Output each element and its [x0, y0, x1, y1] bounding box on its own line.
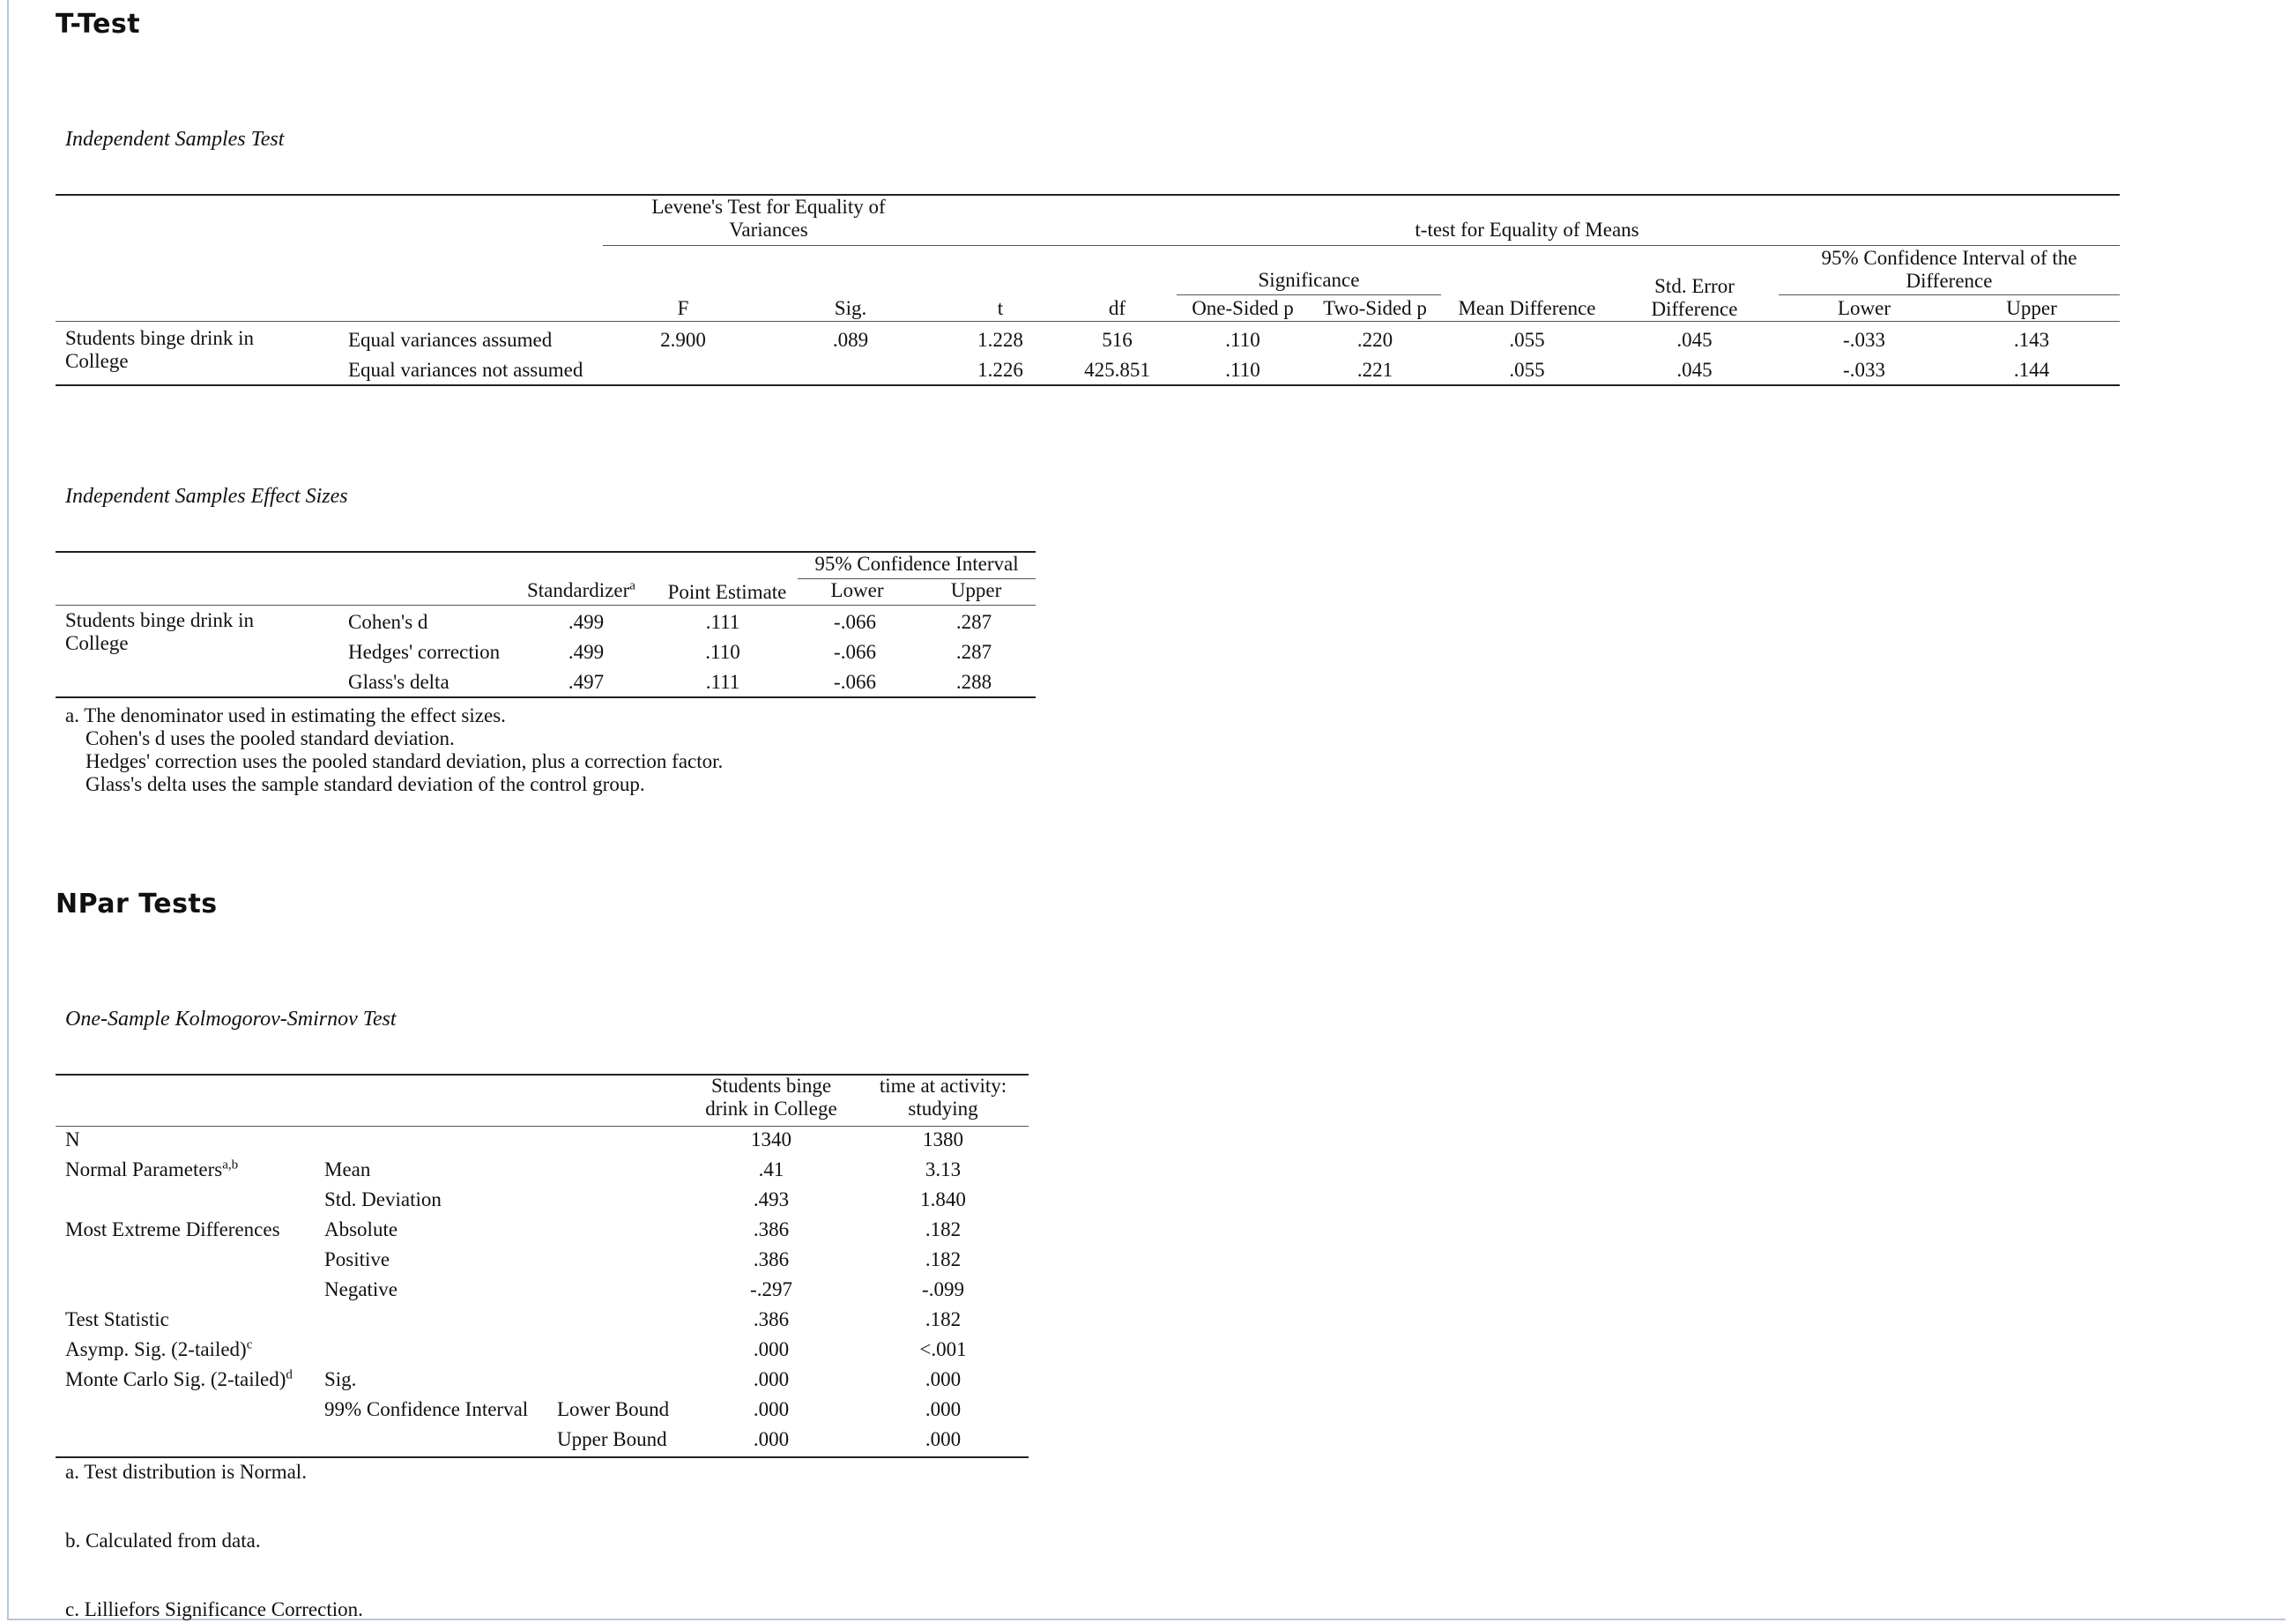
effect-sizes-caption: Independent Samples Effect Sizes	[65, 485, 348, 508]
col-one-sided: One-Sided p	[1192, 297, 1294, 319]
ks-footnote: c. Lilliefors Significance Correction.	[65, 1598, 363, 1620]
col-df: df	[1108, 297, 1126, 319]
es-footnote: a. The denominator used in estimating the effect sizes.	[65, 704, 506, 726]
ks-footnote: b. Calculated from data.	[65, 1530, 261, 1552]
col-upper: Upper	[2006, 297, 2057, 319]
col-f: F	[677, 297, 689, 319]
tt-variable-label: Students binge drink in College	[65, 327, 255, 372]
col-es-upper: Upper	[950, 579, 1002, 601]
col-es-lower: Lower	[830, 579, 884, 601]
significance-header: Significance	[1258, 269, 1360, 291]
levene-header: Levene's Test for Equality of Variances	[651, 196, 886, 241]
es-footnote: Cohen's d uses the pooled standard deviation.	[85, 727, 455, 749]
col-students-binge: Students binge drink in College	[705, 1075, 837, 1120]
col-point-estimate: Point Estimate	[667, 581, 787, 603]
es-footnote: Glass's delta uses the sample standard deviation of the control group.	[85, 773, 645, 795]
col-lower: Lower	[1837, 297, 1891, 319]
col-two-sided: Two-Sided p	[1323, 297, 1427, 319]
ks-footnote: a. Test distribution is Normal.	[65, 1461, 307, 1483]
ci-header: 95% Confidence Interval of the Difference	[1821, 247, 2077, 292]
ks-test-caption: One-Sample Kolmogorov-Smirnov Test	[65, 1008, 397, 1031]
col-time-studying: time at activity: studying	[879, 1075, 1007, 1120]
col-std-error: Std. Error Difference	[1651, 275, 1738, 320]
col-sig: Sig.	[834, 297, 867, 319]
es-variable-label: Students binge drink in College	[65, 609, 255, 654]
npar-tests-heading: NPar Tests	[56, 889, 218, 919]
es-ci-header: 95% Confidence Interval	[814, 553, 1019, 575]
col-t: t	[997, 297, 1004, 319]
t-test-heading: T-Test	[56, 9, 141, 40]
col-standardizer: Standardizer$^a$	[527, 578, 635, 601]
independent-samples-test-caption: Independent Samples Test	[65, 128, 285, 151]
es-footnote: Hedges' correction uses the pooled standard deviation, plus a correction factor.	[85, 750, 724, 772]
col-mean-diff: Mean Difference	[1458, 297, 1596, 319]
ttest-header: t-test for Equality of Means	[1415, 219, 1639, 241]
